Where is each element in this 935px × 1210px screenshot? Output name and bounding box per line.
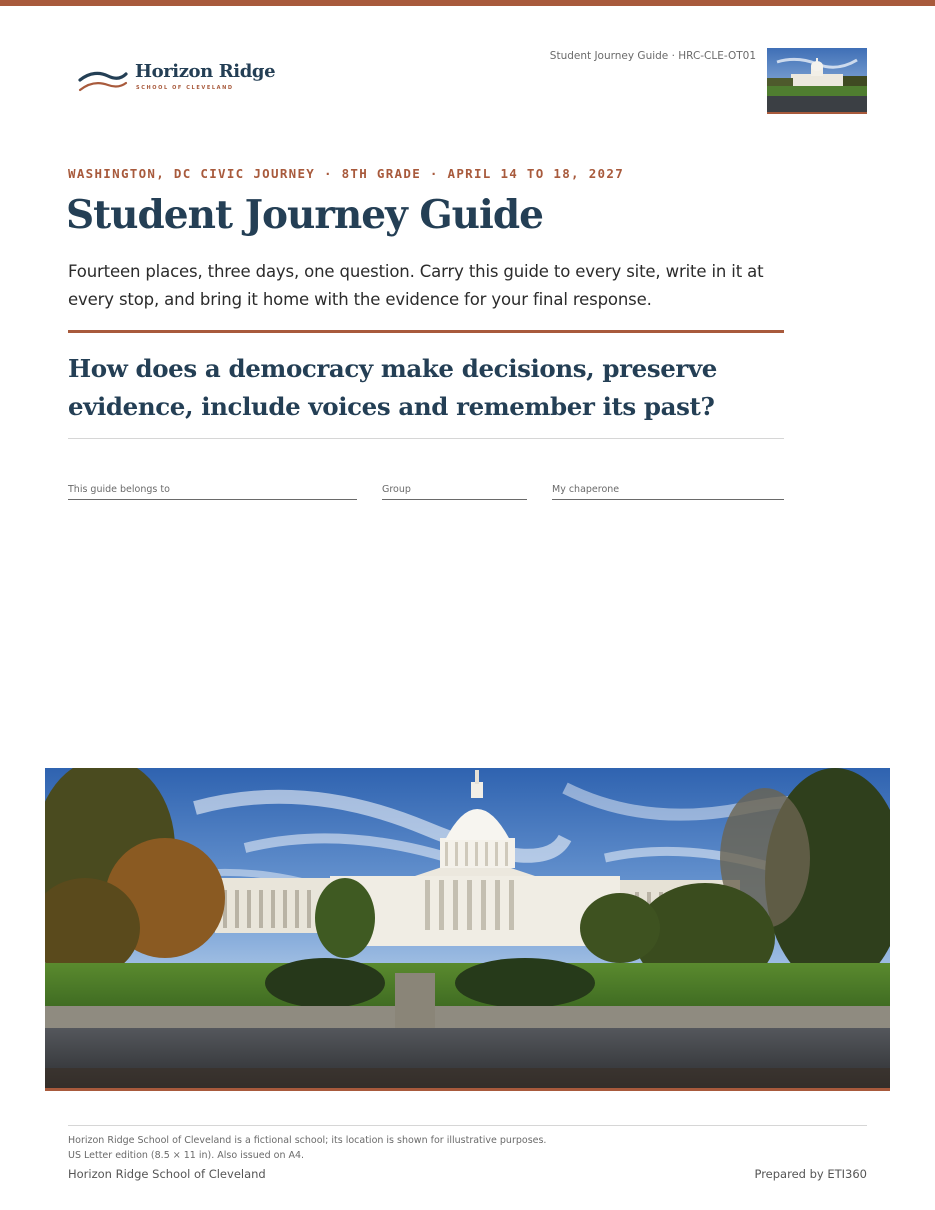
logo-name: Horizon Ridge	[135, 61, 276, 82]
trip-eyebrow: WASHINGTON, DC CIVIC JOURNEY · 8TH GRADE · APRIL 14 TO 18, 2027	[68, 166, 625, 181]
prepared-by: Prepared by ETI360	[754, 1167, 867, 1181]
accent-divider	[68, 330, 784, 333]
chaperone-field[interactable]	[552, 483, 784, 500]
top-accent-rule	[0, 0, 935, 6]
disclaimer-note: Horizon Ridge School of Cleveland is a fictional school; its location is shown for illustrative purposes.	[68, 1135, 547, 1146]
group-field-label: Group	[382, 484, 411, 495]
page-title: Student Journey Guide	[66, 192, 543, 238]
owner-field-label: This guide belongs to	[68, 484, 170, 495]
document-reference: Student Journey Guide · HRC-CLE-OT01	[549, 50, 756, 62]
edition-note: US Letter edition (8.5 × 11 in). Also issued on A4.	[68, 1150, 305, 1161]
group-field[interactable]	[382, 483, 527, 500]
footer-school-name: Horizon Ridge School of Cleveland	[68, 1167, 266, 1181]
essential-question: How does a democracy make decisions, preserve evidence, include voices and remember its past?	[68, 354, 717, 421]
logo-subtitle: SCHOOL OF CLEVELAND	[136, 85, 234, 91]
logo-waves-icon	[78, 68, 128, 94]
school-logo	[78, 60, 278, 100]
capitol-thumbnail	[767, 48, 867, 114]
chaperone-field-label: My chaperone	[552, 484, 620, 495]
capitol-hero-photo	[45, 768, 890, 1091]
thin-divider	[68, 438, 784, 439]
intro-paragraph: Fourteen places, three days, one question. Carry this guide to every site, write in it at every stop, and bring it home with the evidence for your final response.	[68, 262, 764, 309]
footer-divider	[68, 1125, 867, 1126]
owner-field[interactable]	[68, 483, 357, 500]
